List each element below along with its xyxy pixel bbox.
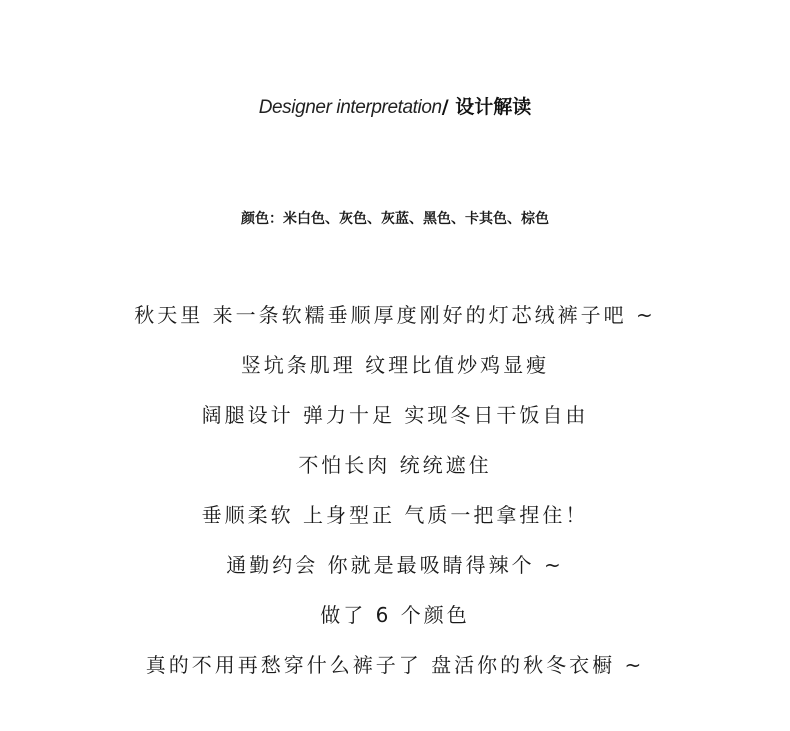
description-line: 垂顺柔软 上身型正 气质一把拿捏住！ xyxy=(201,503,589,527)
description-line: 竖坑条肌理 纹理比值炒鸡显瘦 xyxy=(240,353,550,377)
description-line: 不怕长肉 统统遮住 xyxy=(298,453,492,477)
description-line: 做了 6 个颜色 xyxy=(320,603,470,627)
description-line: 阔腿设计 弹力十足 实现冬日干饭自由 xyxy=(201,403,589,427)
heading-separator: / xyxy=(441,96,456,118)
description-lines xyxy=(0,297,790,697)
heading-chinese: 设计解读 xyxy=(455,96,532,118)
description-line: 真的不用再愁穿什么裤子了 盘活你的秋冬衣橱 ~ xyxy=(145,653,645,677)
section-heading xyxy=(0,92,790,119)
description-line: 通勤约会 你就是最吸睛得辣个 ~ xyxy=(226,553,564,577)
heading-english: Designer interpretation xyxy=(258,97,442,118)
description-line: 秋天里 来一条软糯垂顺厚度刚好的灯芯绒裤子吧 ~ xyxy=(134,303,656,327)
color-options-text: 颜色：米白色、灰色、灰蓝、黑色、卡其色、棕色 xyxy=(241,211,549,227)
